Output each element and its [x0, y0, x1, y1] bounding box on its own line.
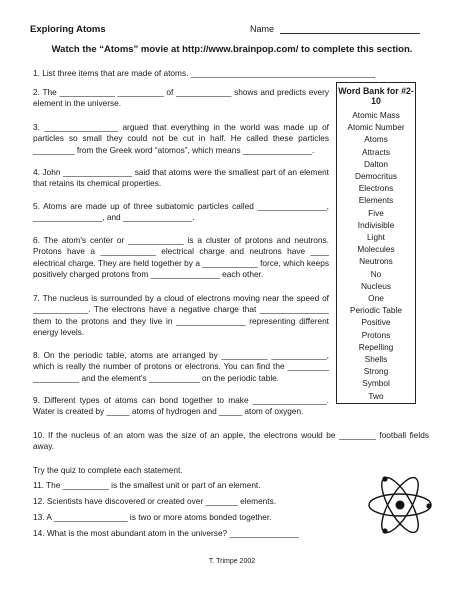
word-bank-item: No [370, 268, 382, 279]
word-bank-item: Symbol [362, 378, 390, 389]
word-bank-item: Indivisible [357, 219, 395, 230]
word-bank-item: Democritus [355, 171, 397, 182]
word-bank-item: Atomic Number [347, 122, 405, 133]
question-12: 12. Scientists have discovered or created over _______ elements. [33, 496, 277, 506]
word-bank-item: Electrons [358, 183, 394, 194]
question-8: 8. On the periodic table, atoms are arranged by __________ ____________, which is really the number of protons or electrons. You can find the _________ __________ and the element's ___________ on the periodic table. [33, 350, 329, 383]
word-bank-item: Nucleus [361, 280, 391, 291]
word-bank-title: Word Bank for #2-10 [338, 86, 414, 106]
word-bank-item: Atoms [364, 134, 388, 145]
question-7: 7. The nucleus is surrounded by a cloud of electrons moving near the speed of ____________. The electrons have a negative charge that _______________ them to the protons and they live in _______________ representing different energy levels. [33, 293, 329, 338]
name-label: Name [250, 24, 275, 34]
word-bank-item: Five [368, 207, 384, 218]
footer-credit: T. Trimpe 2002 [208, 558, 256, 565]
word-bank-item: Shells [364, 354, 388, 365]
word-bank-item: Molecules [357, 244, 395, 255]
word-bank [336, 82, 416, 404]
instructions: Watch the “Atoms” movie at http://www.brainpop.com/ to complete this section. [51, 44, 413, 55]
word-bank-item: Positive [361, 317, 391, 328]
quiz-intro: Try the quiz to complete each statement. [33, 465, 183, 475]
question-10: 10. If the nucleus of an atom was the size of an apple, the electrons would be ________ football fields away. [33, 430, 429, 452]
word-bank-item: Atomic Mass [352, 110, 400, 120]
word-bank-list [337, 109, 415, 402]
question-3: 3. ________________ argued that everything in the world was made up of particles so small they could not be cut in half. He called these particles _________ from the Greek word “atomos”, which means _______________. [33, 122, 329, 155]
question-6: 6. The atom's center or ____________ is a cluster of protons and neutrons. Protons have a ____________ electrical charge and neutrons have ____ electrical charge. They are held together by a ____________ force, which keeps positively charged protons from _______________ each other. [33, 235, 329, 280]
atom-icon [365, 470, 435, 540]
word-bank-item: Elements [358, 195, 394, 206]
question-1: 1. List three items that are made of atoms. ________________________________________ [33, 68, 376, 78]
word-bank-item: Protons [361, 329, 391, 340]
question-2: 2. The ____________ __________ of ____________ shows and predicts every element in the universe. [33, 87, 329, 109]
question-13: 13. A ________________ is two or more atoms bonded together. [33, 512, 272, 522]
word-bank-item: Dalton [364, 158, 388, 169]
word-bank-item: Repelling [358, 341, 394, 352]
question-5: 5. Atoms are made up of three subatomic particles called _______________, _______________, and _______________. [33, 201, 329, 223]
worksheet-title: Exploring Atoms [30, 24, 106, 35]
name-field-line[interactable] [280, 33, 420, 34]
word-bank-item: Strong [363, 366, 389, 377]
question-14: 14. What is the most abundant atom in the universe? _______________ [33, 528, 299, 538]
question-9: 9. Different types of atoms can bond together to make ________________. Water is created by _____ atoms of hydrogen and _____ atom of oxygen. [33, 395, 329, 417]
word-bank-item: Attracts [361, 146, 391, 157]
word-bank-item: Two [368, 390, 384, 401]
word-bank-item: Periodic Table [350, 305, 402, 316]
word-bank-item: Neutrons [359, 256, 393, 267]
word-bank-item: One [368, 293, 384, 304]
word-bank-item: Light [367, 232, 385, 243]
question-11: 11. The __________ is the smallest unit or part of an element. [33, 480, 261, 490]
question-4: 4. John _______________ said that atoms were the smallest part of an element that retains its chemical properties. [33, 167, 329, 189]
